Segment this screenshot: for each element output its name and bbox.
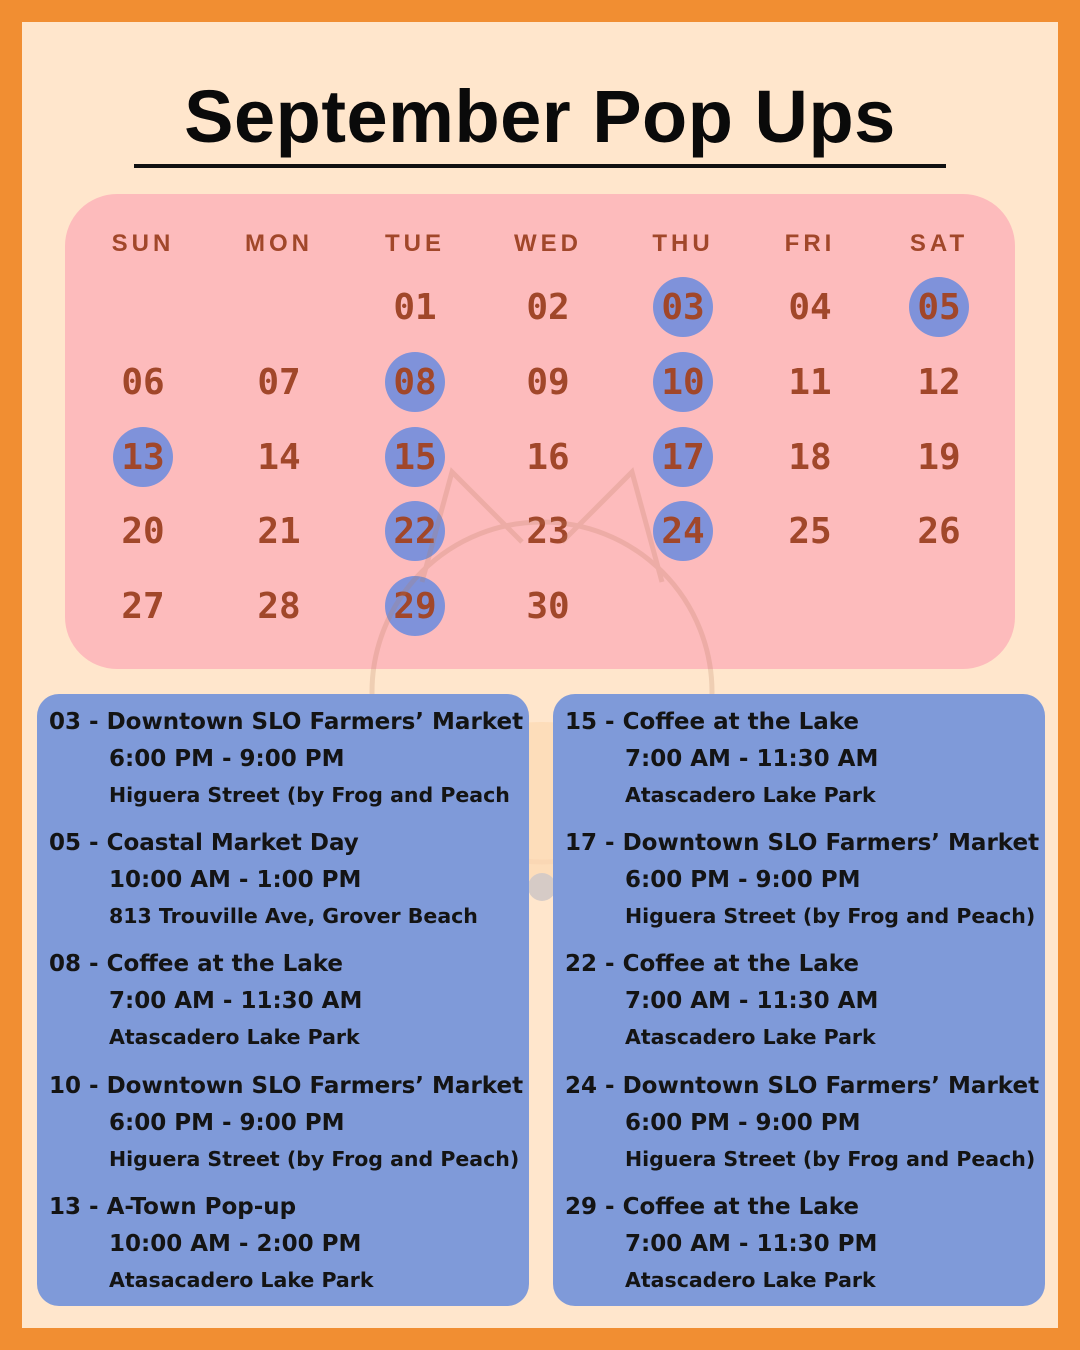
- calendar-day-13: 13: [113, 427, 173, 487]
- event-heading: 10 - Downtown SLO Farmers’ Market: [49, 1073, 524, 1099]
- event-time: 7:00 AM - 11:30 AM: [625, 746, 879, 772]
- event-heading: 08 - Coffee at the Lake: [49, 951, 344, 977]
- calendar-day-20: 20: [121, 510, 165, 552]
- calendar-day-14: 14: [257, 436, 301, 478]
- calendar-day-24: 24: [653, 501, 713, 561]
- weekday-thu: THU: [652, 230, 714, 257]
- event-item: [49, 704, 523, 813]
- title-divider: [134, 164, 946, 168]
- event-item: [49, 946, 523, 1055]
- event-item: [565, 1189, 1039, 1298]
- calendar-day-05: 05: [909, 277, 969, 337]
- event-time: 7:00 AM - 11:30 AM: [109, 988, 363, 1014]
- event-time: 6:00 PM - 9:00 PM: [109, 1110, 345, 1136]
- event-location: Higuera Street (by Frog and Peach): [625, 904, 1036, 928]
- weekday-tue: TUE: [385, 230, 445, 257]
- event-location: Atascadero Lake Park: [625, 783, 876, 807]
- calendar-day-09: 09: [526, 361, 570, 403]
- page-title: September Pop Ups: [184, 75, 896, 158]
- event-heading: 15 - Coffee at the Lake: [565, 709, 860, 735]
- event-item: [565, 1068, 1039, 1177]
- event-location: Atasacadero Lake Park: [109, 1268, 374, 1292]
- event-time: 6:00 PM - 9:00 PM: [625, 867, 861, 893]
- event-location: 813 Trouville Ave, Grover Beach: [109, 904, 478, 928]
- poster: [22, 22, 1058, 1328]
- event-heading: 22 - Coffee at the Lake: [565, 951, 860, 977]
- calendar-day-16: 16: [526, 436, 570, 478]
- weekday-wed: WED: [514, 230, 582, 257]
- calendar-day-25: 25: [788, 510, 832, 552]
- calendar-day-28: 28: [257, 585, 301, 627]
- events-panel-left: [37, 694, 529, 1306]
- weekday-sun: SUN: [111, 230, 175, 257]
- event-heading: 05 - Coastal Market Day: [49, 830, 359, 856]
- event-location: Atascadero Lake Park: [625, 1025, 876, 1049]
- calendar-day-01: 01: [393, 286, 437, 328]
- calendar-day-27: 27: [121, 585, 165, 627]
- calendar-day-23: 23: [526, 510, 570, 552]
- weekday-fri: FRI: [784, 230, 836, 257]
- calendar-day-17: 17: [653, 427, 713, 487]
- calendar-day-04: 04: [788, 286, 832, 328]
- calendar-day-30: 30: [526, 585, 570, 627]
- event-location: Atascadero Lake Park: [109, 1025, 360, 1049]
- calendar-day-03: 03: [653, 277, 713, 337]
- calendar-day-06: 06: [121, 361, 165, 403]
- calendar-day-19: 19: [917, 436, 961, 478]
- event-heading: 29 - Coffee at the Lake: [565, 1194, 860, 1220]
- weekday-sat: SAT: [909, 230, 969, 257]
- weekday-mon: MON: [245, 230, 313, 257]
- calendar-day-26: 26: [917, 510, 961, 552]
- event-item: [565, 946, 1039, 1055]
- event-item: [565, 825, 1039, 934]
- event-time: 7:00 AM - 11:30 PM: [625, 1231, 878, 1257]
- calendar-day-12: 12: [917, 361, 961, 403]
- calendar-day-15: 15: [385, 427, 445, 487]
- calendar-day-22: 22: [385, 501, 445, 561]
- event-location: Higuera Street (by Frog and Peach): [625, 1147, 1036, 1171]
- calendar-day-11: 11: [788, 361, 832, 403]
- calendar: [65, 194, 1015, 669]
- event-time: 7:00 AM - 11:30 AM: [625, 988, 879, 1014]
- calendar-day-18: 18: [788, 436, 832, 478]
- events-panel-right: [553, 694, 1045, 1306]
- event-heading: 24 - Downtown SLO Farmers’ Market: [565, 1073, 1040, 1099]
- event-time: 6:00 PM - 9:00 PM: [625, 1110, 861, 1136]
- event-item: [49, 1068, 523, 1177]
- calendar-day-21: 21: [257, 510, 301, 552]
- event-location: Atascadero Lake Park: [625, 1268, 876, 1292]
- calendar-day-08: 08: [385, 352, 445, 412]
- calendar-day-10: 10: [653, 352, 713, 412]
- calendar-day-29: 29: [385, 576, 445, 636]
- event-item: [49, 825, 523, 934]
- event-time: 10:00 AM - 1:00 PM: [109, 867, 362, 893]
- event-heading: 03 - Downtown SLO Farmers’ Market: [49, 709, 524, 735]
- event-time: 6:00 PM - 9:00 PM: [109, 746, 345, 772]
- event-location: Higuera Street (by Frog and Peach: [109, 783, 510, 807]
- event-time: 10:00 AM - 2:00 PM: [109, 1231, 362, 1257]
- event-item: [565, 704, 1039, 813]
- event-item: [49, 1189, 523, 1298]
- event-location: Higuera Street (by Frog and Peach): [109, 1147, 520, 1171]
- calendar-day-02: 02: [526, 286, 570, 328]
- calendar-day-07: 07: [257, 361, 301, 403]
- event-heading: 13 - A-Town Pop-up: [49, 1194, 297, 1220]
- event-heading: 17 - Downtown SLO Farmers’ Market: [565, 830, 1040, 856]
